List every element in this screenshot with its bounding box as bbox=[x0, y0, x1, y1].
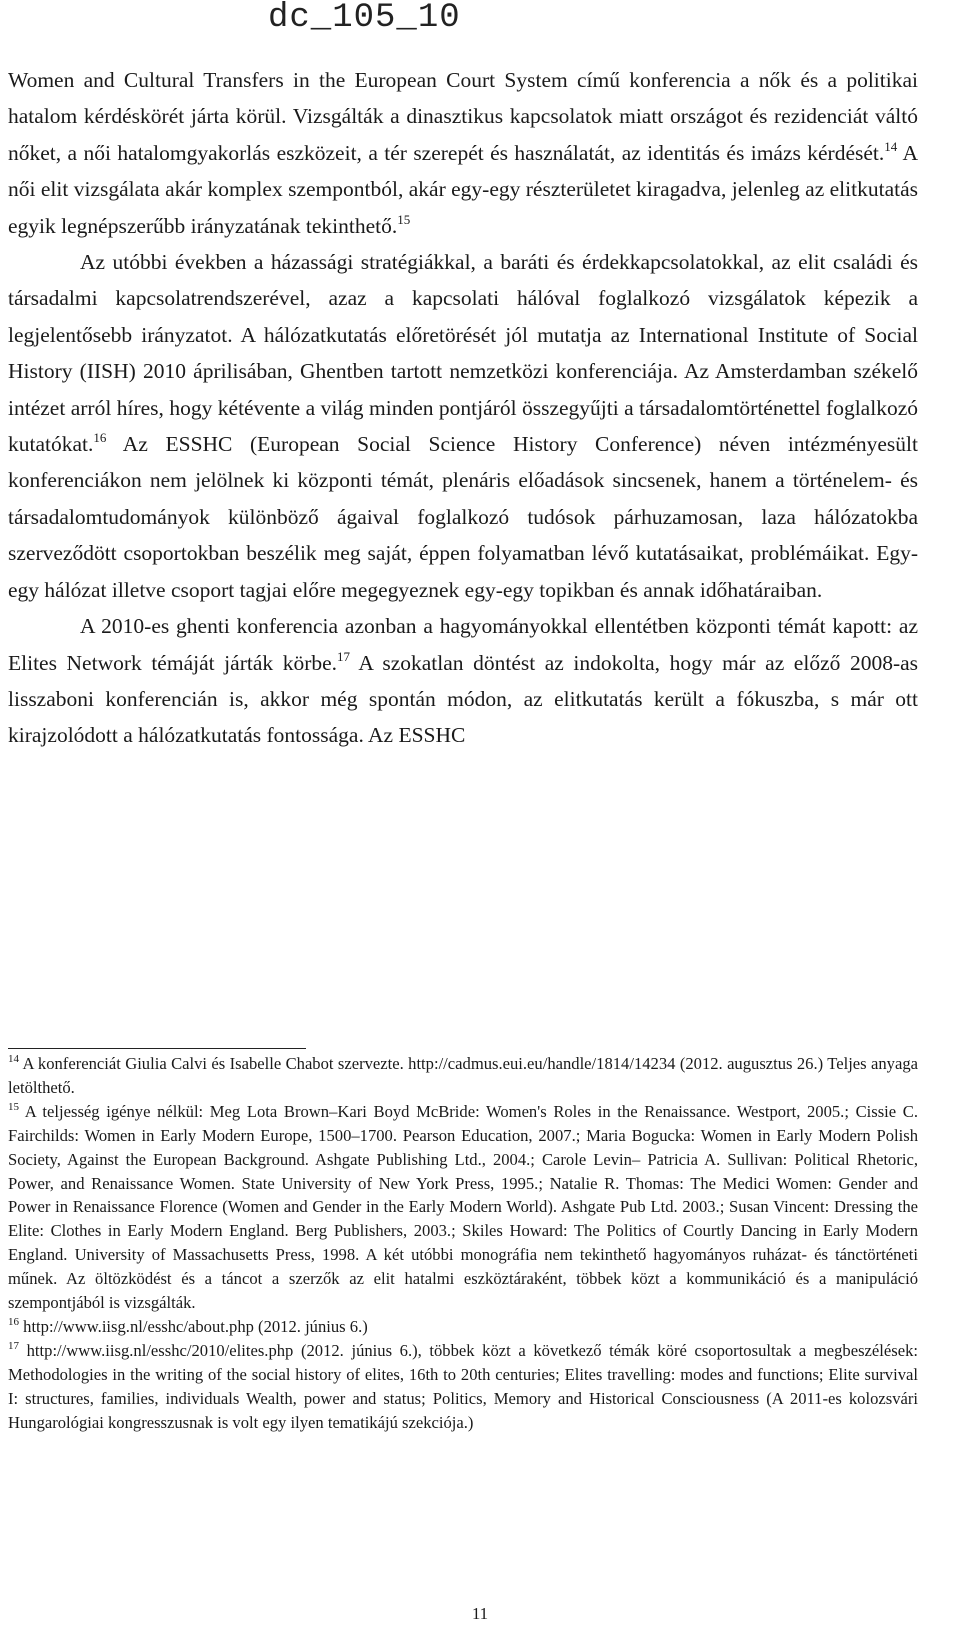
paragraph-3 bbox=[8, 608, 918, 754]
main-text bbox=[8, 62, 918, 754]
footnote-divider bbox=[8, 1048, 306, 1049]
footnote-ref-15[interactable]: 15 bbox=[397, 211, 411, 227]
footnote-17 bbox=[8, 1339, 918, 1435]
paragraph-3-text-b: A szokatlan döntést az indokolta, hogy már az előző 2008-as lisszaboni konferencián is, akkor még spontán módon, az elitkutatás került a fókuszba, s már ott kirajzolódott a hálózatkutatás fontossága. Az ESSHC bbox=[8, 650, 919, 748]
page-number: 11 bbox=[471, 1604, 489, 1623]
footnote-number: 14 bbox=[8, 1053, 19, 1065]
footnote-15 bbox=[8, 1100, 918, 1315]
footnote-ref-14[interactable]: 14 bbox=[884, 138, 898, 154]
footnote-text: http://www.iisg.nl/esshc/about.php (2012. június 6.) bbox=[19, 1316, 368, 1336]
paragraph-1-text-b: A női elit vizsgálata akár komplex szempontból, akár egy-egy részterületet kiragadva, jelenleg az elitkutatás egyik legnépszerűbb irányzatának tekinthető. bbox=[8, 140, 918, 238]
footnote-number: 17 bbox=[8, 1339, 19, 1352]
footnote-14 bbox=[8, 1052, 918, 1100]
paragraph-2-text-a: Az utóbbi években a házassági stratégiákkal, a baráti és érdekkapcsolatokkal, az elit családi és társadalmi kapcsolatrendszerével, azaz a kapcsolati hálóval foglalkozó vizsgálatok képezik a legjelentősebb irányzatot. A hálózatkutatás előretörését jól mutatja az International Institute of Social History (IISH) 2010 áprilisában, Ghentben tartott nemzetközi konferenciája. Az Amsterdamban székelő intézet arról híres, hogy kétévente a világ minden pontjáról összegyűjti a társadalomtörténettel foglalkozó kutatókat. bbox=[8, 250, 918, 457]
document-code: dc_105_10 bbox=[268, 0, 461, 37]
footnote-number: 15 bbox=[8, 1100, 19, 1113]
footnote-ref-16[interactable]: 16 bbox=[93, 430, 107, 446]
footnote-ref-17[interactable]: 17 bbox=[337, 648, 351, 664]
footnote-text: http://www.iisg.nl/esshc/2010/elites.php (2012. június 6.), többek közt a következő témák köré csoportosultak a megbeszélések: Methodologies in the writing of the social history of elites, 16th to 20th centuries; Elites travelling: modes and functions; Elite survival I: structures, families, individuals Wealth, power and status; Politics, Memory and Historical Consciousness (A 2011-es kolozsvári Hungarológiai kongresszusnak is volt egy ilyen tematikájú szekciója.) bbox=[8, 1340, 918, 1432]
paragraph-2 bbox=[8, 244, 918, 608]
footnote-number: 16 bbox=[8, 1315, 19, 1328]
paragraph-1-text-a: Women and Cultural Transfers in the European Court System című konferencia a nők és a politikai hatalom kérdéskörét járta körül. Vizsgálták a dinasztikus kapcsolatok miatt országot és rezidenciát váltó nőket, a női hatalomgyakorlás eszközeit, a tér szerepét és használatát, az identitás és imázs kérdését. bbox=[8, 68, 918, 165]
paragraph-3-text-a: A 2010-es ghenti konferencia azonban a hagyományokkal ellentétben központi témát kapott: az Elites Network témáját járták körbe. bbox=[8, 614, 918, 675]
paragraph-1 bbox=[8, 62, 918, 244]
paragraph-2-text-b: Az ESSHC (European Social Science History Conference) néven intézményesült konferenciákon nem jelölnek ki központi témát, plenáris előadások sincsenek, hanem a történelem- és társadalomtudományok különböző ágaival foglalkozó tudósok párhuzamosan, laza hálózatokba szerveződött csoportokban beszélik meg saját, éppen folyamatban lévő kutatásaikat, problémáikat. Egy-egy hálózat illetve csoport tagjai előre megegyeznek egy-egy topikban és annak időhatáraiban. bbox=[8, 432, 918, 602]
footnote-text: A teljesség igénye nélkül: Meg Lota Brown–Kari Boyd McBride: Women's Roles in the Renaissance. Westport, 2005.; Cissie C. Fairchilds: Women in Early Modern Europe, 1500–1700. Pearson Education, 2007.; Maria Bogucka: Women in Early Modern Polish Society, Against the European Background. Ashgate Publishing Ltd., 2004.; Carole Levin– Patricia A. Sullivan: Political Rhetoric, Power, and Renaissance Women. State University of New York Press, 1995.; Natalie R. Thomas: The Medici Women: Gender and Power in Renaissance Florence (Women and Gender in the Early Modern World). Ashgate Pub Ltd. 2003.; Susan Vincent: Dressing the Elite: Clothes in Early Modern England. Berg Publishers, 2003.; Skiles Howard: The Politics of Courtly Dancing in Early Modern England. University of Massachusetts Press, 1998. A két utóbbi monográfia nem tekinthető hagyományos ruházat- és tánctörténeti műnek. Az öltözködést és a táncot a szerzők az elit hatalmi eszköztáraként, többek közt a kommunikáció és a manipuláció szempontjából is vizsgálták. bbox=[8, 1101, 918, 1313]
footnote-text: A konferenciát Giulia Calvi és Isabelle Chabot szervezte. http://cadmus.eui.eu/handle/1814/14234 (2012. augusztus 26.) Teljes anyaga letölthető. bbox=[8, 1054, 918, 1097]
footnote-16 bbox=[8, 1315, 918, 1339]
footnotes bbox=[8, 1052, 918, 1435]
